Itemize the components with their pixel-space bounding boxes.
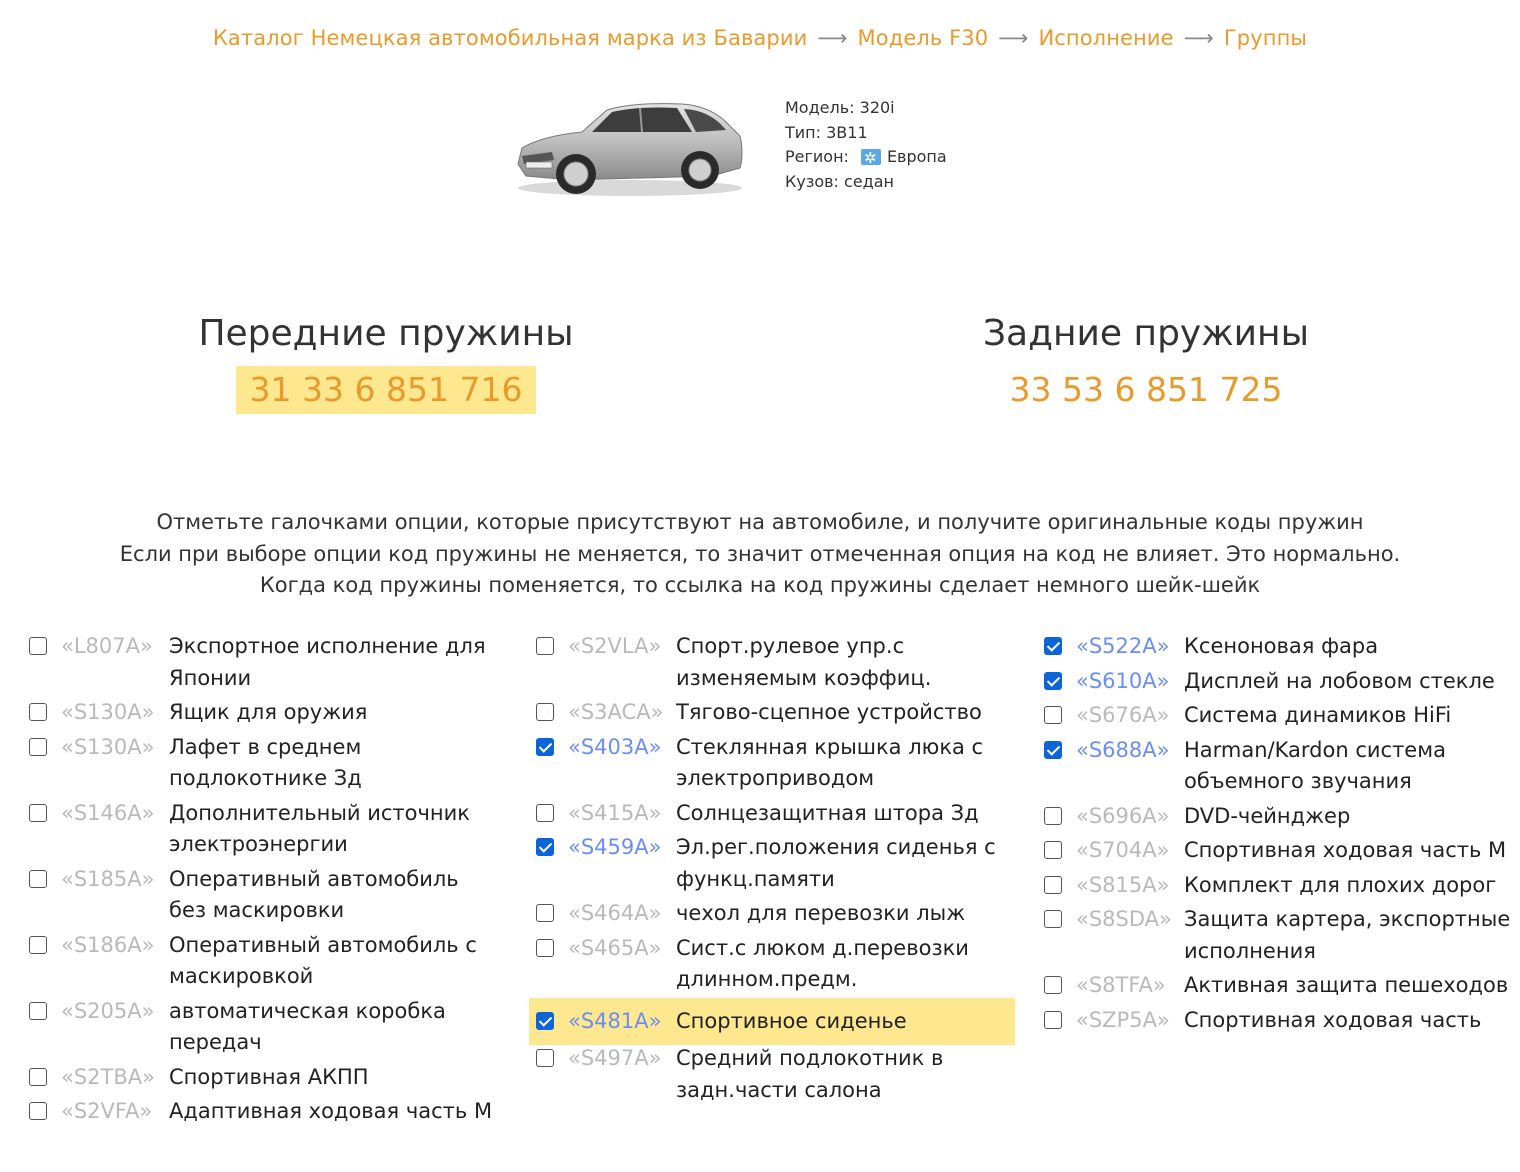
option-label[interactable]: Harman/Kardon система объемного звучания <box>1184 737 1446 793</box>
option-item[interactable] <box>535 697 1005 729</box>
option-label[interactable]: чехол для перевозки лыж <box>676 901 966 925</box>
option-code: «S696A» <box>1076 803 1170 828</box>
option-code: «S465A» <box>568 935 662 960</box>
options-column-2 <box>535 631 1005 1109</box>
eu-flag-icon <box>861 149 881 165</box>
option-checkbox-checked[interactable] <box>1044 741 1062 759</box>
rear-springs <box>886 312 1406 414</box>
option-checkbox-checked[interactable] <box>1044 637 1062 655</box>
option-label[interactable]: Активная защита пешеходов <box>1184 973 1509 997</box>
option-checkbox-checked[interactable] <box>536 838 554 856</box>
option-code: «S459A» <box>568 835 662 859</box>
option-code: «S610A» <box>1076 668 1170 693</box>
option-label[interactable]: Оперативный автомобиль с маскировкой <box>169 932 477 988</box>
option-checkbox[interactable] <box>29 703 47 721</box>
option-checkbox-checked[interactable] <box>1044 672 1062 690</box>
option-item[interactable] <box>28 1096 498 1128</box>
rear-spring-code-link[interactable]: 33 53 6 851 725 <box>1009 370 1283 409</box>
option-checkbox[interactable] <box>1044 807 1062 825</box>
option-code: «SZP5A» <box>1076 1007 1170 1032</box>
option-code: «S3ACA» <box>568 700 664 724</box>
breadcrumb-groups-link[interactable]: Группы <box>1223 26 1308 50</box>
option-item[interactable] <box>1043 801 1513 833</box>
front-springs <box>126 312 646 414</box>
option-code: «S464A» <box>568 901 662 925</box>
option-item[interactable] <box>1043 835 1513 867</box>
option-item[interactable] <box>535 631 1005 694</box>
option-item[interactable] <box>1043 1005 1513 1037</box>
option-item[interactable] <box>28 631 498 694</box>
front-springs-title: Передние пружины <box>198 313 574 354</box>
option-checkbox[interactable] <box>29 738 47 756</box>
option-item[interactable] <box>1043 700 1513 732</box>
option-label[interactable]: Эл.рег.положения сиденья с функц.памяти <box>676 835 996 891</box>
option-checkbox[interactable] <box>536 703 554 721</box>
option-label[interactable]: Лафет в среднем подлокотнике Зд <box>169 734 362 790</box>
option-item[interactable] <box>535 1043 1005 1106</box>
breadcrumb-arrow-icon: ⟶ <box>998 26 1029 50</box>
instruction-line: Когда код пружины поменяется, то ссылка на код пружины сделает немного шейк-шейк <box>259 573 1261 597</box>
option-label[interactable]: Ксеноновая фара <box>1184 634 1379 658</box>
option-item[interactable] <box>1043 666 1513 698</box>
option-code: «S481A» <box>568 1008 662 1033</box>
rear-springs-title: Задние пружины <box>982 313 1310 354</box>
option-code: «S130A» <box>61 700 155 724</box>
car-type: Тип: 3B11 <box>785 122 868 142</box>
instruction-line: Если при выборе опции код пружины не меняется, то значит отмеченная опция на код не влияет. Это нормально. <box>119 541 1401 566</box>
option-item[interactable] <box>535 898 1005 930</box>
option-checkbox[interactable] <box>1044 706 1062 724</box>
option-item[interactable] <box>1043 970 1513 1002</box>
option-label[interactable]: Система динамиков HiFi <box>1184 703 1452 727</box>
option-item[interactable] <box>1043 735 1513 798</box>
option-checkbox[interactable] <box>29 870 47 888</box>
option-item[interactable] <box>1043 870 1513 902</box>
option-label[interactable]: Дополнительный источник электроэнергии <box>169 800 470 856</box>
option-label[interactable]: Комплект для плохих дорог <box>1184 872 1497 897</box>
option-label[interactable]: Спортивная ходовая часть M <box>1184 838 1507 862</box>
option-code: «L807A» <box>61 634 153 658</box>
option-item[interactable] <box>1043 631 1513 663</box>
option-code: «S205A» <box>61 998 155 1023</box>
option-label[interactable]: Средний подлокотник в задн.части салона <box>676 1046 944 1102</box>
option-item[interactable] <box>535 798 1005 830</box>
option-label[interactable]: Сист.с люком д.перевозки длинном.предм. <box>676 935 969 991</box>
option-checkbox[interactable] <box>1044 910 1062 928</box>
option-item[interactable] <box>535 933 1005 996</box>
breadcrumb-arrow-icon: ⟶ <box>1183 26 1214 50</box>
car-info <box>785 96 947 194</box>
options-column-3 <box>1043 631 1513 1039</box>
breadcrumb-variant-link[interactable]: Исполнение <box>1038 26 1174 50</box>
car-image <box>512 96 748 200</box>
option-code: «S497A» <box>568 1046 662 1070</box>
car-body: Кузов: седан <box>785 171 894 191</box>
car-region-value: Европа <box>886 147 947 166</box>
instruction-line: Отметьте галочками опции, которые присутствуют на автомобиле, и получите оригинальные коды пружин <box>156 510 1364 534</box>
option-code: «S2TBA» <box>61 1064 155 1089</box>
option-item[interactable] <box>28 864 498 927</box>
option-code: «S415A» <box>568 800 662 825</box>
breadcrumb <box>0 26 1520 50</box>
option-label[interactable]: Адаптивная ходовая часть M <box>169 1099 493 1123</box>
option-checkbox[interactable] <box>29 936 47 954</box>
option-checkbox[interactable] <box>536 804 554 822</box>
option-checkbox[interactable] <box>29 1002 47 1020</box>
option-label[interactable]: Спортивная АКПП <box>169 1064 369 1089</box>
option-label[interactable]: автоматическая коробка передач <box>169 998 446 1054</box>
option-item[interactable] <box>28 697 498 729</box>
option-item[interactable] <box>28 798 498 861</box>
option-code: «S2VFA» <box>61 1099 153 1123</box>
option-checkbox[interactable] <box>1044 841 1062 859</box>
option-code: «S2VLA» <box>568 634 662 658</box>
front-spring-code-link[interactable]: 31 33 6 851 716 <box>236 366 537 414</box>
option-label[interactable]: DVD-чейнджер <box>1184 803 1351 828</box>
option-label[interactable]: Стеклянная крышка люка с электроприводом <box>676 734 984 790</box>
option-item[interactable] <box>28 996 498 1059</box>
option-label[interactable]: Ящик для оружия <box>169 700 368 724</box>
option-item[interactable] <box>535 832 1005 895</box>
option-code: «S8SDA» <box>1076 907 1172 931</box>
option-checkbox-checked[interactable] <box>536 1012 554 1030</box>
option-label[interactable]: Спорт.рулевое упр.с изменяемым коэффиц. <box>676 634 932 690</box>
option-item[interactable] <box>28 1062 498 1094</box>
option-checkbox[interactable] <box>29 637 47 655</box>
breadcrumb-arrow-icon: ⟶ <box>817 26 848 50</box>
option-checkbox[interactable] <box>1044 1011 1062 1029</box>
option-code: «S186A» <box>61 932 155 957</box>
option-label[interactable]: Экспортное исполнение для Японии <box>169 634 486 690</box>
option-item[interactable] <box>1043 904 1513 967</box>
option-checkbox[interactable] <box>536 1049 554 1067</box>
option-label[interactable]: Дисплей на лобовом стекле <box>1184 668 1495 693</box>
car-region <box>785 145 947 170</box>
option-item[interactable] <box>28 732 498 795</box>
option-item[interactable] <box>535 1006 1005 1038</box>
option-label[interactable]: Оперативный автомобиль без маскировки <box>169 866 459 922</box>
option-code: «S522A» <box>1076 634 1170 658</box>
option-label[interactable]: Защита картера, экспортные исполнения <box>1184 907 1511 963</box>
option-checkbox[interactable] <box>536 904 554 922</box>
breadcrumb-model-link[interactable]: Модель F30 <box>857 26 989 50</box>
option-label[interactable]: Тягово-сцепное устройство <box>676 700 982 724</box>
car-region-label: Регион: <box>785 147 849 166</box>
option-checkbox[interactable] <box>29 804 47 822</box>
option-checkbox[interactable] <box>29 1068 47 1086</box>
breadcrumb-catalog-link[interactable]: Каталог Немецкая автомобильная марка из Баварии <box>212 26 808 50</box>
option-code: «S185A» <box>61 866 155 891</box>
option-code: «S130A» <box>61 734 155 759</box>
option-checkbox[interactable] <box>536 637 554 655</box>
option-checkbox[interactable] <box>1044 876 1062 894</box>
option-item[interactable] <box>28 930 498 993</box>
option-checkbox[interactable] <box>536 939 554 957</box>
car-model: Модель: 320i <box>785 98 895 117</box>
option-label[interactable]: Солнцезащитная штора Зд <box>676 800 979 825</box>
option-code: «S8TFA» <box>1076 973 1166 997</box>
option-code: «S403A» <box>568 734 662 759</box>
option-code: «S676A» <box>1076 703 1170 727</box>
option-label[interactable]: Спортивное сиденье <box>676 1008 907 1033</box>
option-checkbox-checked[interactable] <box>536 738 554 756</box>
option-checkbox[interactable] <box>1044 976 1062 994</box>
option-label[interactable]: Спортивная ходовая часть <box>1184 1007 1482 1032</box>
option-checkbox[interactable] <box>29 1102 47 1120</box>
instructions <box>0 507 1520 602</box>
option-item[interactable] <box>535 732 1005 795</box>
option-code: «S704A» <box>1076 838 1170 862</box>
option-code: «S815A» <box>1076 872 1170 897</box>
options-column-1 <box>28 631 498 1131</box>
option-code: «S688A» <box>1076 737 1170 762</box>
option-code: «S146A» <box>61 800 155 825</box>
